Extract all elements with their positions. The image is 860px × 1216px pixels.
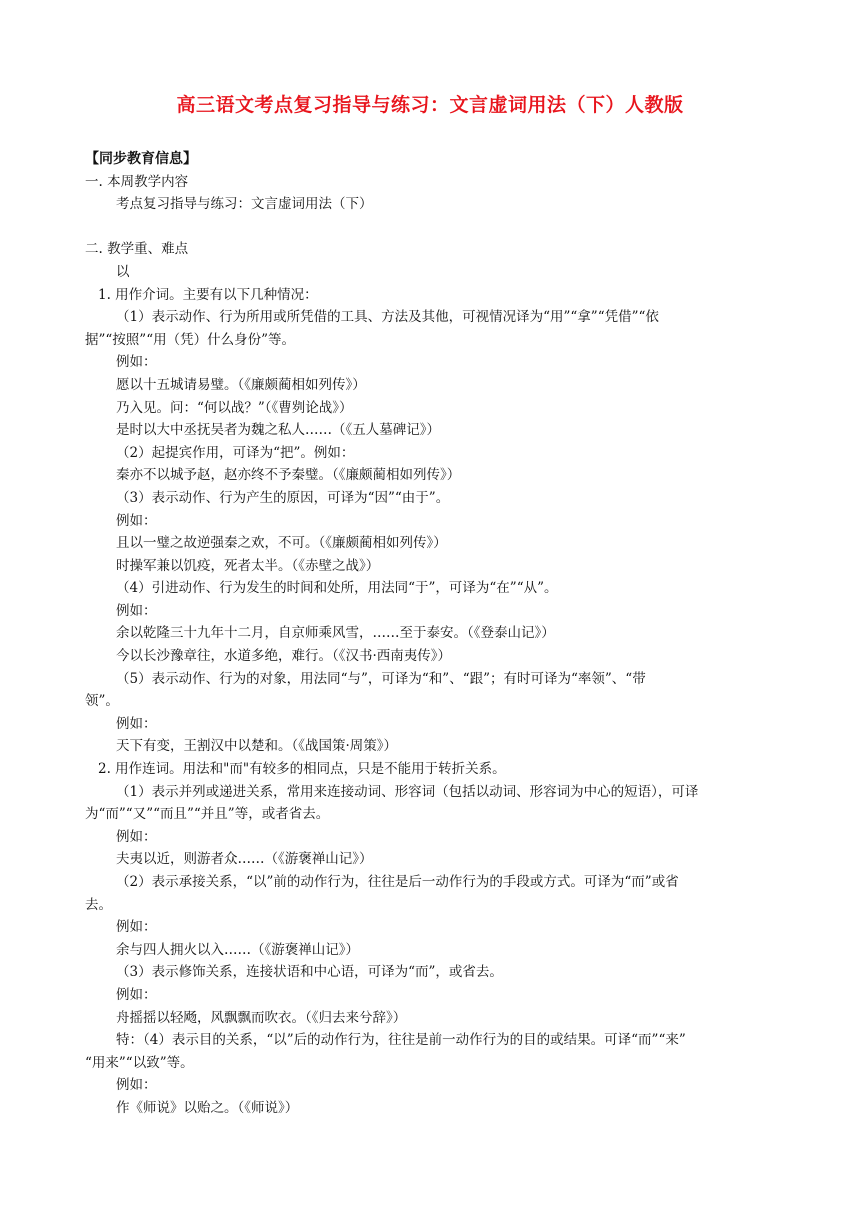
paragraph-line: 据”“按照”“用（凭）什么身份”等。	[85, 331, 296, 348]
keyword-line: 以	[116, 263, 130, 280]
paragraph-line: （3）表示修饰关系，连接状语和中心语，可译为“而”，或省去。	[116, 964, 503, 981]
subheading-line: 1. 用作介词。主要有以下几种情况：	[98, 286, 318, 303]
example-line: 天下有变，王割汉中以楚和。（《战国策·周策》）	[116, 738, 398, 755]
paragraph-line: （2）起提宾作用，可译为“把”。例如：	[116, 444, 355, 461]
example-line: 余与四人拥火以入……（《游褒禅山记》）	[116, 941, 359, 958]
paragraph-line: （5）表示动作、行为的对象，用法同“与”，可译为“和”、“跟”；有时可译为“率领”、“带	[116, 670, 646, 687]
example-line: 且以一璧之故逆强秦之欢，不可。（《廉颇蔺相如列传》）	[116, 535, 447, 552]
example-line: 余以乾隆三十九年十二月，自京师乘风雪，……至于泰安。（《登泰山记》）	[116, 625, 555, 642]
paragraph-line: 为“而”“又”“而且”“并且”等，或者省去。	[85, 806, 330, 823]
example-label: 例如：	[116, 602, 157, 619]
paragraph-line: （1）表示动作、行为所用或所凭借的工具、方法及其他，可视情况译为“用”“拿”“凭借”“依	[116, 309, 659, 326]
paragraph-line: “用来”“以致”等。	[85, 1054, 194, 1071]
example-line: 时操军兼以饥疫，死者太半。（《赤壁之战》）	[116, 557, 380, 574]
paragraph-line: （2）表示承接关系，“以”前的动作行为，往往是后一动作行为的手段或方式。可译为“而”或省	[116, 874, 679, 890]
example-label: 例如：	[116, 512, 157, 529]
paragraph-line: 领”。	[85, 693, 119, 710]
paragraph-line: （4）引进动作、行为发生的时间和处所，用法同“于”，可译为“在”“从”。	[116, 580, 558, 597]
blank-line	[85, 216, 775, 239]
document-title: 高三语文考点复习指导与练习：文言虚词用法（下）人教版	[176, 94, 684, 116]
example-line: 舟摇摇以轻飏，风飘飘而吹衣。（《归去来兮辞》）	[116, 1009, 407, 1026]
example-label: 例如：	[116, 828, 157, 845]
example-line: 愿以十五城请易璧。（《廉颇蔺相如列传》）	[116, 376, 366, 393]
paragraph-line: 特：（4）表示目的关系，“以”后的动作行为，往往是前一动作行为的目的或结果。可译“而”“来”	[116, 1032, 686, 1049]
section-heading-key-points: 二. 教学重、难点	[85, 241, 189, 258]
paragraph-line: 去。	[85, 896, 112, 913]
subheading-line: 2. 用作连词。用法和"而"有较多的相同点，只是不能用于转折关系。	[98, 761, 506, 778]
section-heading-sync-info: 【同步教育信息】	[85, 151, 197, 167]
section-heading-content: 一. 本周教学内容	[85, 173, 189, 190]
example-label: 例如：	[116, 919, 157, 936]
example-label: 例如：	[116, 986, 157, 1003]
example-label: 例如：	[116, 715, 157, 732]
example-line: 作《师说》以贻之。（《师说》）	[116, 1099, 299, 1116]
example-label: 例如：	[116, 354, 157, 371]
example-line: 乃入见。问：“何以战？”（《曹刿论战》）	[116, 399, 353, 416]
paragraph-line: （3）表示动作、行为产生的原因，可译为“因”“由于”。	[116, 489, 450, 506]
example-line: 秦亦不以城予赵，赵亦终不予秦璧。（《廉颇蔺相如列传》）	[116, 467, 461, 484]
paragraph-line: 考点复习指导与练习：文言虚词用法（下）	[116, 196, 373, 213]
document-body	[85, 148, 775, 1120]
paragraph-line: （1）表示并列或递进关系，常用来连接动词、形容词（包括以动词、形容词为中心的短语），可译	[116, 783, 699, 800]
example-line: 是时以大中丞抚吴者为魏之私人……（《五人墓碑记》）	[116, 422, 440, 439]
example-line: 夫夷以近，则游者众……（《游褒禅山记》）	[116, 851, 373, 868]
example-label: 例如：	[116, 1077, 157, 1094]
example-line: 今以长沙豫章往，水道多绝，难行。（《汉书·西南夷传》）	[116, 648, 452, 665]
